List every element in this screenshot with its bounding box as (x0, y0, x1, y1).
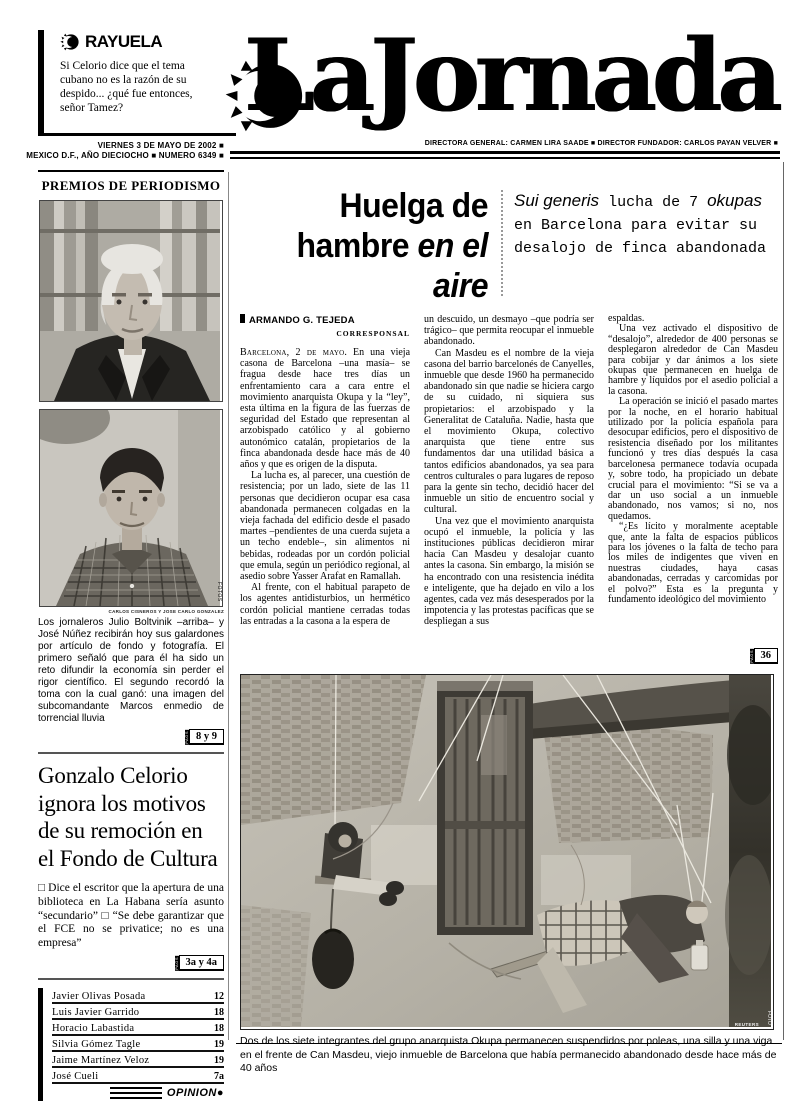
dateline-issue: MEXICO D.F., AÑO DIECIOCHO ■ NUMERO 6349 ■ (26, 151, 224, 160)
body-paragraph: Al frente, con el habitual parapeto de los agentes antidisturbios, un hermético cordón policial mantiene cerradas todas las entradas a la casona a la espera de (240, 582, 410, 627)
masthead-credits: DIRECTORA GENERAL: CARMEN LIRA SAADE ■ DIRECTOR FUNDADOR: CARLOS PAYAN VELVER ■ (424, 140, 778, 147)
byline: ARMANDO G. TEJEDA (240, 314, 410, 326)
photo-can-masdeu (240, 674, 774, 1030)
sidebar-divider (38, 978, 224, 980)
masthead (228, 18, 780, 150)
main-photo-caption: Dos de los siete integrantes del grupo anarquista Okupa permanecen suspendidos por poleas, una silla y una viga en el frente de Can Masdeu, viejo inmueble de Barcelona que había permanecido abandonado desde hace más de 40 años (240, 1035, 777, 1074)
byline-role: CORRESPONSAL (336, 329, 410, 338)
photo-jose-nunez (39, 409, 223, 607)
columnist-row (52, 1036, 224, 1052)
pages-reference-3a-4a (38, 955, 224, 971)
main-photo-illustration (241, 675, 771, 1027)
columnist-row (52, 1068, 224, 1084)
columnist-name: Javier Olivas Posada (52, 990, 146, 1002)
body-paragraph: Una vez activado el dispositivo de “desalojo”, alrededor de 400 personas se desplegaron alrededor de Can Masdeu para cobijar y dar ánimos a los siete okupas que permanecen en huelga de hambre y líquidos por el asedio policial a la casona. (608, 323, 778, 397)
body-paragraph: espaldas. (608, 314, 645, 324)
body-paragraph: “¿Es lícito y moralmente aceptable que, ante la falta de espacios públicos para los jóvenes o la falta de techo para los miles de indigentes que viven en nuestras ciudades, haya casas abandonadas, cerradas y carcomidas por el polvo?” Esta es la pregunta y fundamento ideológico del movimiento (608, 521, 778, 605)
dateline-date: VIERNES 3 DE MAYO DE 2002 ■ (97, 141, 224, 150)
triple-lines-ornament (110, 1087, 162, 1099)
pages-tab: PAGS (748, 650, 754, 663)
body-paragraph: La lucha es, al parecer, una cuestión de resistencia; por un lado, siete de las 11 personas que decidieron ocupar esa casa abandonada permanecen colgadas en la vieja fachada del edificio desde el pasado martes –pendientes de una cuerda sujeta a un techo endeble–, sin alimentos ni bebidas, rodeadas por un cordón policial que emula, según un periódico regional, al asedio sobre Yasser Arafat en Ramallah. (240, 470, 410, 583)
body-paragraph: La operación se inició el pasado martes por la noche, en el horario habitual utilizado por la policía española para desocupar edificios, pero el dispositivo de resistencia diseñado por los militantes funcionó y tres días después la casa barcelonesa permanece todavía ocupada y, sobre todo, ha propiciado un debate crucial para el movimiento: “Si se va a dar un uso social a un inmueble abandonado, nos vamos; si no, nos quedamos. (608, 396, 778, 522)
columnist-name: Horacio Labastida (52, 1022, 135, 1034)
body-column-3 (608, 314, 778, 670)
body-paragraph: Una vez que el movimiento anarquista ocupó el inmueble, la policía y las instituciones públicas decidieron mirar hacia Can Masdeu y desalojar cuanto antes la casona. Sin embargo, la misión se ha encontrado con una resistencia inédita e inteligente, que ha dejado en vilo a los agentes, cada vez más desesperados por la impotencia y las protestas pacíficas que se despliegan a sus (424, 515, 594, 628)
columnist-name: Luis Javier Garrido (52, 1006, 140, 1018)
pages-number: 3a y 4a (179, 955, 225, 971)
eclipse-icon (60, 32, 80, 52)
sidebar-divider (38, 752, 224, 754)
opinion-label: OPINION● (166, 1086, 224, 1099)
jump-page-reference (750, 648, 779, 664)
pages-number: 8 y 9 (189, 729, 224, 745)
main-photo-credit: REUTERS (734, 1022, 759, 1027)
body-text-columns (240, 314, 780, 670)
main-story (240, 172, 780, 1076)
column-divider (228, 172, 229, 1040)
main-headline (255, 172, 488, 306)
headline-line2: hambre en el aire (296, 227, 488, 305)
celorio-headline: Gonzalo Celorio ignora los motivos de su remoción en el Fondo de Cultura (38, 763, 218, 871)
columnist-name: Silvia Gómez Tagle (52, 1038, 141, 1050)
columnist-row (52, 1052, 224, 1068)
sidebar (38, 170, 224, 1101)
columnist-page: 19 (214, 1038, 224, 1050)
opinion-columnists-list (38, 988, 224, 1101)
columnist-page: 18 (214, 1022, 224, 1034)
pages-tab: PAGS (184, 731, 189, 744)
jump-page-number: 36 (754, 648, 779, 664)
columnist-row (52, 1004, 224, 1020)
byline-marker (240, 314, 245, 323)
opinion-section-label (52, 1087, 224, 1101)
headline-separator (501, 190, 503, 296)
portrait-photo-2 (40, 410, 220, 606)
headline-block (240, 172, 780, 306)
subheadline: Sui generis lucha de 7 okupas en Barcelona para evitar su desalojo de finca abandonada (514, 191, 767, 257)
rayuela-title: RAYUELA (85, 32, 163, 51)
masthead-title: LaJornada (244, 18, 778, 134)
byline-block (240, 314, 410, 338)
pages-tab: PAGS (173, 957, 179, 970)
body-column-1 (240, 314, 410, 670)
columnist-row (52, 988, 224, 1004)
rayuela-header (60, 32, 236, 52)
page-right-rule (783, 162, 784, 1040)
columnist-page: 19 (214, 1054, 224, 1066)
columnist-name: José Cueli (52, 1070, 99, 1082)
columnist-page: 12 (214, 990, 224, 1002)
columnist-name: Jaime Martínez Veloz (52, 1054, 150, 1066)
pages-reference-8-9 (38, 729, 224, 745)
celorio-summary: □ Dice el escritor que la apertura de una biblioteca en La Habana sería asunto “secundario” □ “Se debe garantizar que el FCE no se privatice; no es una empresa” (38, 882, 224, 950)
sidebar-section-title: PREMIOS DE PERIODISMO (41, 178, 221, 193)
columnist-page: 18 (214, 1006, 224, 1018)
body-paragraph: un descuido, un desmayo –que podría ser trágico– que permita reocupar el inmueble abandonado. (424, 314, 594, 348)
body-paragraph: Can Masdeu es el nombre de la vieja casona del barrio barcelonés de Canyelles, inmueble que desde 1960 ha permanecido abandonado sin que nadie se hiciera cargo de su cuidado, ni siquiera sus propietarios: el arzobispado y la Generalitat de Cataluña. Nadie, hasta que el movimiento Okupa, colectivo anarquista que tiene entre sus fundamentos dar una utilidad básica a tantos edificios abandonados, ya sea para centros culturales o para lugares de reposo para la gente sin techo, decidió hacer del inmueble un sitio de encuentro social y cultural. (424, 347, 594, 516)
rayuela-box (38, 30, 236, 136)
columnist-page: 7a (214, 1070, 224, 1082)
body-column-2 (424, 314, 594, 670)
photo-julio-boltvinik (39, 200, 223, 402)
rayuela-quote: Si Celorio dice que el tema cubano no es la razón de su despido... ¿qué fue entonces, señor Tamez? (60, 60, 193, 114)
sidebar-photos-vertical-credit: FOTOS (216, 582, 222, 602)
headline-line1: Huelga de (339, 187, 488, 225)
main-photo-vertical-credit: FOTO (766, 1011, 772, 1025)
dateline (20, 141, 224, 161)
portrait-photo-1 (40, 201, 220, 401)
body-paragraph: Barcelona, 2 de mayo. En una vieja casona de Barcelona –una masía– se fragua desde hace tres días un enfrentamiento cara a cara entre el movimiento anarquista Okupa y la “ley”, esta última en la figura de las fuerzas de seguridad del Estado que representan al arzobispado católico y al gobierno autonómico catalán, propietarios de la finca abandonada desde hace más de 40 años y que es origen de la disputa. (240, 347, 411, 471)
columnist-row (52, 1020, 224, 1036)
masthead-rule (230, 151, 780, 159)
sidebar-photo-caption: Los jornaleros Julio Boltvinik –arriba– y José Núñez recibirán hoy sus galardones por artículo de fondo y fotografía. El primero señaló que para él ha sido un reto difundir la economía sin perder el rigor científico. El segundo recordó la toma con la cual ganó: una imagen del subcomandante Marcos enmedio de torrencial lluvia (38, 617, 224, 724)
sidebar-photos-credit: CARLOS CISNEROS Y JOSE CARLO GONZALEZ (108, 609, 224, 614)
